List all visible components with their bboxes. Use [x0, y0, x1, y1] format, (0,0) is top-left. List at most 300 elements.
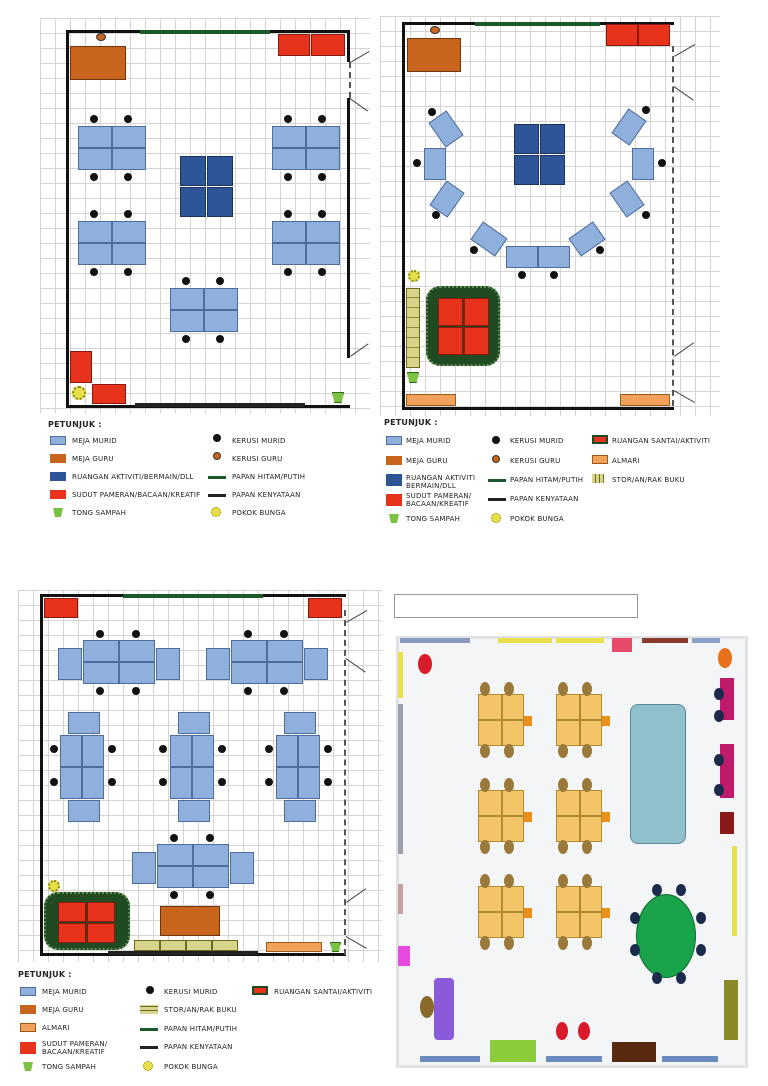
- plant-icon: [408, 270, 420, 282]
- table-end: [602, 812, 610, 822]
- chair: [696, 944, 706, 956]
- table-top: [478, 886, 502, 912]
- chair: [582, 936, 592, 950]
- activity-area: [540, 155, 565, 185]
- student-chair: [108, 778, 116, 786]
- student-desk: [82, 735, 104, 767]
- chair: [582, 840, 592, 854]
- chair: [558, 874, 568, 888]
- plant-icon: [211, 507, 221, 517]
- table-top: [502, 816, 524, 842]
- student-desk: [424, 148, 446, 180]
- chair: [480, 682, 490, 696]
- student-desk: [267, 640, 303, 662]
- student-desk: [298, 767, 320, 799]
- legend-label: TONG SAMPAH: [406, 515, 461, 523]
- blackboard-icon: [140, 1028, 158, 1031]
- table-top: [580, 886, 602, 912]
- student-chair: [90, 210, 98, 218]
- legend-label: POKOK BUNGA: [164, 1063, 218, 1071]
- student-chair: [470, 246, 478, 254]
- student-desk: [170, 767, 192, 799]
- table-end: [524, 908, 532, 918]
- student-desk: [193, 844, 229, 866]
- exhibition-swatch: [386, 494, 402, 506]
- table-top: [556, 790, 580, 816]
- teacher-desk: [407, 38, 461, 72]
- legend-label: ALMARI: [612, 457, 640, 465]
- wall-segment: [546, 1056, 602, 1062]
- student-chair: [324, 745, 332, 753]
- activity-swatch: [50, 472, 66, 481]
- student-chair: [265, 745, 273, 753]
- exhibition-corner: [278, 34, 310, 56]
- student-desk: [193, 866, 229, 888]
- legend-label: RUANGAN SANTAI/AKTIVITI: [274, 988, 373, 996]
- table-top: [580, 694, 602, 720]
- table-top: [478, 816, 502, 842]
- legend-label: TONG SAMPAH: [42, 1063, 97, 1071]
- student-chair: [244, 687, 252, 695]
- wall-segment: [662, 1056, 718, 1062]
- legend-label: RUANGAN AKTIVITI BERMAIN/DLL: [406, 474, 476, 490]
- student-desk: [112, 148, 146, 170]
- student-desk: [112, 243, 146, 265]
- green-table: [636, 894, 696, 978]
- student-chair: [642, 106, 650, 114]
- teacher-desk: [70, 46, 126, 80]
- student-desk: [230, 852, 254, 884]
- legend-label: KERUSI MURID: [510, 437, 564, 445]
- student-chair: [90, 268, 98, 276]
- student-chair: [432, 211, 440, 219]
- table-top: [556, 912, 580, 938]
- table-top: [502, 694, 524, 720]
- activity-area: [180, 187, 206, 217]
- student-desk: [83, 640, 119, 662]
- legend-label: SUDUT PAMERAN/BACAAN/KREATIF: [72, 491, 201, 499]
- student-desk: [83, 662, 119, 684]
- student-desk: [306, 221, 340, 243]
- teacher-chair: [430, 26, 440, 34]
- student-desk: [78, 243, 112, 265]
- student-desk: [68, 712, 100, 734]
- legend-label: POKOK BUNGA: [510, 515, 564, 523]
- table-top: [580, 912, 602, 938]
- student-desk: [306, 148, 340, 170]
- cabinet-swatch: [592, 455, 608, 464]
- student-chair: [96, 687, 104, 695]
- student-chair: [216, 335, 224, 343]
- student-chair: [50, 745, 58, 753]
- teacher-chair-icon: [492, 455, 500, 463]
- chair: [558, 744, 568, 758]
- wall-left: [66, 30, 69, 408]
- legend-label: TONG SAMPAH: [72, 509, 127, 517]
- wall-segment: [692, 638, 720, 643]
- cabinet: [620, 394, 670, 406]
- relax-mat: [438, 327, 463, 355]
- exhibition-corner: [44, 598, 78, 618]
- student-chair: [318, 173, 326, 181]
- cabinet-swatch: [20, 1023, 36, 1032]
- legend-title: PETUNJUK :: [18, 970, 72, 979]
- student-desk: [272, 221, 306, 243]
- table-top: [502, 912, 524, 938]
- exhibition-corner: [308, 598, 342, 618]
- table-top: [556, 886, 580, 912]
- legend-label: MEJA GURU: [406, 457, 448, 465]
- student-desk: [78, 148, 112, 170]
- chair: [504, 936, 514, 950]
- student-chair: [182, 335, 190, 343]
- table-top: [478, 720, 502, 746]
- teacher-desk-swatch: [386, 456, 402, 465]
- student-desk: [58, 648, 82, 680]
- student-chair: [108, 745, 116, 753]
- student-chair: [90, 115, 98, 123]
- student-chair: [206, 891, 214, 899]
- student-chair: [428, 108, 436, 116]
- exhibition-swatch: [50, 490, 66, 499]
- student-chair: [124, 115, 132, 123]
- door-line: [344, 610, 346, 955]
- legend-label: PAPAN KENYATAAN: [510, 495, 579, 503]
- student-chair: [642, 211, 650, 219]
- student-chair: [170, 834, 178, 842]
- student-desk: [284, 800, 316, 822]
- blue-rug: [630, 704, 686, 844]
- noticeboard-icon: [208, 494, 226, 497]
- table-top: [556, 816, 580, 842]
- chair: [676, 972, 686, 984]
- exhibition-corner: [638, 24, 670, 46]
- student-chair: [159, 778, 167, 786]
- chair: [480, 744, 490, 758]
- student-chair: [284, 268, 292, 276]
- legend-label: MEJA GURU: [72, 455, 114, 463]
- exhibition-corner: [606, 24, 638, 46]
- legend-label: RUANGAN SANTAI/AKTIVITI: [612, 437, 711, 445]
- student-desk: [112, 126, 146, 148]
- activity-area: [180, 156, 206, 186]
- bookshelf-swatch: [592, 474, 604, 483]
- chair: [558, 840, 568, 854]
- table-top: [478, 694, 502, 720]
- chair: [630, 912, 640, 924]
- student-chair: [218, 778, 226, 786]
- table-top: [580, 790, 602, 816]
- cabinet: [266, 942, 322, 952]
- student-chair: [596, 246, 604, 254]
- student-desk: [157, 844, 193, 866]
- student-chair: [318, 268, 326, 276]
- relax-mat: [464, 327, 489, 355]
- student-desk: [119, 662, 155, 684]
- red-cushion: [556, 1022, 568, 1040]
- legend: [384, 418, 720, 530]
- legend-label: MEJA GURU: [42, 1006, 84, 1014]
- blackboard-icon: [208, 476, 226, 479]
- chair: [480, 874, 490, 888]
- student-chair: [159, 745, 167, 753]
- plant-icon: [48, 880, 60, 892]
- wall-right-mid: [347, 98, 350, 358]
- chair: [480, 778, 490, 792]
- student-chair: [318, 115, 326, 123]
- legend: [48, 420, 368, 530]
- bin-icon: [23, 1062, 33, 1071]
- activity-swatch: [386, 474, 402, 486]
- chair: [558, 936, 568, 950]
- student-chair: [132, 630, 140, 638]
- chair: [714, 784, 724, 796]
- legend-label: STOR/AN/RAK BUKU: [164, 1006, 237, 1014]
- student-desk: [506, 246, 538, 268]
- student-desk: [112, 221, 146, 243]
- student-chair: [284, 173, 292, 181]
- teacher-desk-swatch: [20, 1005, 36, 1014]
- relax-mat: [87, 923, 115, 943]
- table-end: [602, 908, 610, 918]
- legend-label: KERUSI GURU: [232, 455, 283, 463]
- student-chair-icon: [146, 986, 154, 994]
- student-chair: [182, 277, 190, 285]
- bookshelf: [134, 940, 238, 951]
- blackboard-icon: [488, 479, 506, 482]
- table-top: [478, 912, 502, 938]
- student-chair: [96, 630, 104, 638]
- wall-left: [40, 594, 43, 956]
- student-desk: [272, 243, 306, 265]
- student-desk: [272, 126, 306, 148]
- student-desk: [178, 800, 210, 822]
- student-chair: [518, 271, 526, 279]
- wall-item: [720, 812, 734, 834]
- student-desk: [632, 148, 654, 180]
- student-desk: [306, 243, 340, 265]
- student-chair: [124, 268, 132, 276]
- student-chair: [280, 687, 288, 695]
- chair: [714, 688, 724, 700]
- teacher-chair-icon: [213, 452, 221, 460]
- bookshelf-swatch: [140, 1005, 158, 1014]
- student-desk: [170, 288, 204, 310]
- student-desk: [170, 735, 192, 767]
- chair: [676, 884, 686, 896]
- exhibition-swatch: [20, 1042, 36, 1054]
- exhibition-corner: [311, 34, 345, 56]
- legend-label: STOR/AN/RAK BUKU: [612, 476, 685, 484]
- student-chair: [216, 277, 224, 285]
- student-chair: [318, 210, 326, 218]
- activity-area: [207, 187, 233, 217]
- relax-mat: [87, 902, 115, 922]
- table-top: [502, 886, 524, 912]
- student-desk-swatch: [20, 987, 36, 996]
- wall-right-upper: [347, 30, 350, 62]
- chair: [630, 944, 640, 956]
- student-chair: [50, 778, 58, 786]
- table-top: [502, 790, 524, 816]
- chair: [504, 744, 514, 758]
- wall-segment: [398, 652, 403, 698]
- legend-label: MEJA MURID: [42, 988, 87, 996]
- relax-mat: [58, 902, 86, 922]
- table-top: [580, 720, 602, 746]
- legend-label: KERUSI GURU: [510, 457, 561, 465]
- legend-label: SUDUT PAMERAN/ BACAAN/KREATIF: [406, 492, 472, 508]
- chair: [582, 874, 592, 888]
- student-desk: [82, 767, 104, 799]
- student-chair-icon: [213, 434, 221, 442]
- plant-icon: [491, 513, 501, 523]
- student-desk: [276, 767, 298, 799]
- student-desk: [267, 662, 303, 684]
- student-desk: [78, 221, 112, 243]
- student-desk: [204, 288, 238, 310]
- student-chair: [284, 210, 292, 218]
- chair: [652, 884, 662, 896]
- student-chair: [132, 687, 140, 695]
- wall-segment: [642, 638, 688, 643]
- relax-area-swatch: [592, 435, 608, 444]
- chair: [714, 710, 724, 722]
- bookshelf: [406, 288, 420, 368]
- cabinet: [406, 394, 456, 406]
- noticeboard: [135, 403, 305, 407]
- student-chair: [124, 210, 132, 218]
- blackboard: [123, 594, 263, 598]
- student-desk: [231, 662, 267, 684]
- activity-area: [514, 124, 539, 154]
- student-chair: [265, 778, 273, 786]
- student-desk: [132, 852, 156, 884]
- teacher-desk-swatch: [50, 454, 66, 463]
- legend-label: KERUSI MURID: [164, 988, 218, 996]
- wall-item: [612, 638, 632, 652]
- wall-segment: [420, 1056, 480, 1062]
- door-line: [672, 46, 674, 406]
- legend-label: PAPAN KENYATAAN: [164, 1043, 233, 1051]
- legend-title: PETUNJUK :: [48, 420, 102, 429]
- student-desk: [272, 148, 306, 170]
- student-desk: [156, 648, 180, 680]
- floor-plan-b: [380, 16, 720, 532]
- student-desk: [304, 648, 328, 680]
- exhibition-corner: [70, 351, 92, 383]
- chair: [652, 972, 662, 984]
- door-line: [349, 62, 351, 98]
- chair: [714, 754, 724, 766]
- legend-label: PAPAN HITAM/PUTIH: [232, 473, 306, 481]
- relax-mat: [58, 923, 86, 943]
- wall-item: [612, 1042, 656, 1062]
- legend-label: SUDUT PAMERAN/ BACAAN/KREATIF: [42, 1040, 108, 1056]
- legend-title: PETUNJUK :: [384, 418, 438, 427]
- chair: [504, 778, 514, 792]
- student-desk: [60, 767, 82, 799]
- chair: [480, 936, 490, 950]
- student-desk-swatch: [50, 436, 66, 445]
- student-chair: [218, 745, 226, 753]
- chair: [558, 682, 568, 696]
- table-top: [580, 816, 602, 842]
- student-desk: [170, 310, 204, 332]
- chair: [504, 682, 514, 696]
- exhibition-corner: [92, 384, 126, 404]
- student-desk: [119, 640, 155, 662]
- student-desk: [284, 712, 316, 734]
- student-chair: [90, 173, 98, 181]
- table-top: [556, 720, 580, 746]
- wall-segment: [556, 638, 604, 643]
- plant-icon: [143, 1061, 153, 1071]
- legend-label: POKOK BUNGA: [232, 509, 286, 517]
- table-end: [602, 716, 610, 726]
- activity-area: [207, 156, 233, 186]
- blackboard: [140, 30, 270, 34]
- orange-cushion: [718, 648, 732, 668]
- chair: [480, 840, 490, 854]
- student-desk: [276, 735, 298, 767]
- student-chair: [550, 271, 558, 279]
- table-top: [556, 694, 580, 720]
- teacher-chair: [96, 33, 106, 41]
- legend-label: PAPAN KENYATAAN: [232, 491, 301, 499]
- student-chair: [658, 159, 666, 167]
- legend-label: PAPAN HITAM/PUTIH: [164, 1025, 238, 1033]
- student-chair: [244, 630, 252, 638]
- legend-label: MEJA MURID: [72, 437, 117, 445]
- table-top: [502, 720, 524, 746]
- teacher-desk: [160, 906, 220, 936]
- bin-icon: [389, 514, 399, 523]
- relax-mat: [438, 298, 463, 326]
- student-desk: [178, 712, 210, 734]
- student-desk: [68, 800, 100, 822]
- student-chair: [206, 834, 214, 842]
- caption-box: [394, 594, 638, 618]
- student-chair: [124, 173, 132, 181]
- student-desk: [192, 735, 214, 767]
- student-desk: [298, 735, 320, 767]
- student-desk: [206, 648, 230, 680]
- bin-icon: [53, 508, 63, 517]
- student-chair: [413, 159, 421, 167]
- student-desk: [204, 310, 238, 332]
- legend-label: RUANGAN AKTIVITI/BERMAIN/DLL: [72, 473, 194, 481]
- legend-label: KERUSI MURID: [232, 437, 286, 445]
- student-desk: [231, 640, 267, 662]
- relax-mat: [464, 298, 489, 326]
- table-top: [478, 790, 502, 816]
- wall-segment: [398, 704, 403, 854]
- table-end: [524, 812, 532, 822]
- red-cushion: [578, 1022, 590, 1040]
- chair: [582, 744, 592, 758]
- student-chair-icon: [492, 436, 500, 444]
- table-end: [524, 716, 532, 726]
- student-desk: [157, 866, 193, 888]
- floor-plan-d: [390, 594, 752, 1074]
- wall-left: [402, 22, 405, 410]
- wall-item: [724, 980, 738, 1040]
- brown-chair: [420, 996, 434, 1018]
- noticeboard-icon: [140, 1046, 158, 1049]
- purple-sofa: [434, 978, 454, 1040]
- relax-area-swatch: [252, 986, 268, 995]
